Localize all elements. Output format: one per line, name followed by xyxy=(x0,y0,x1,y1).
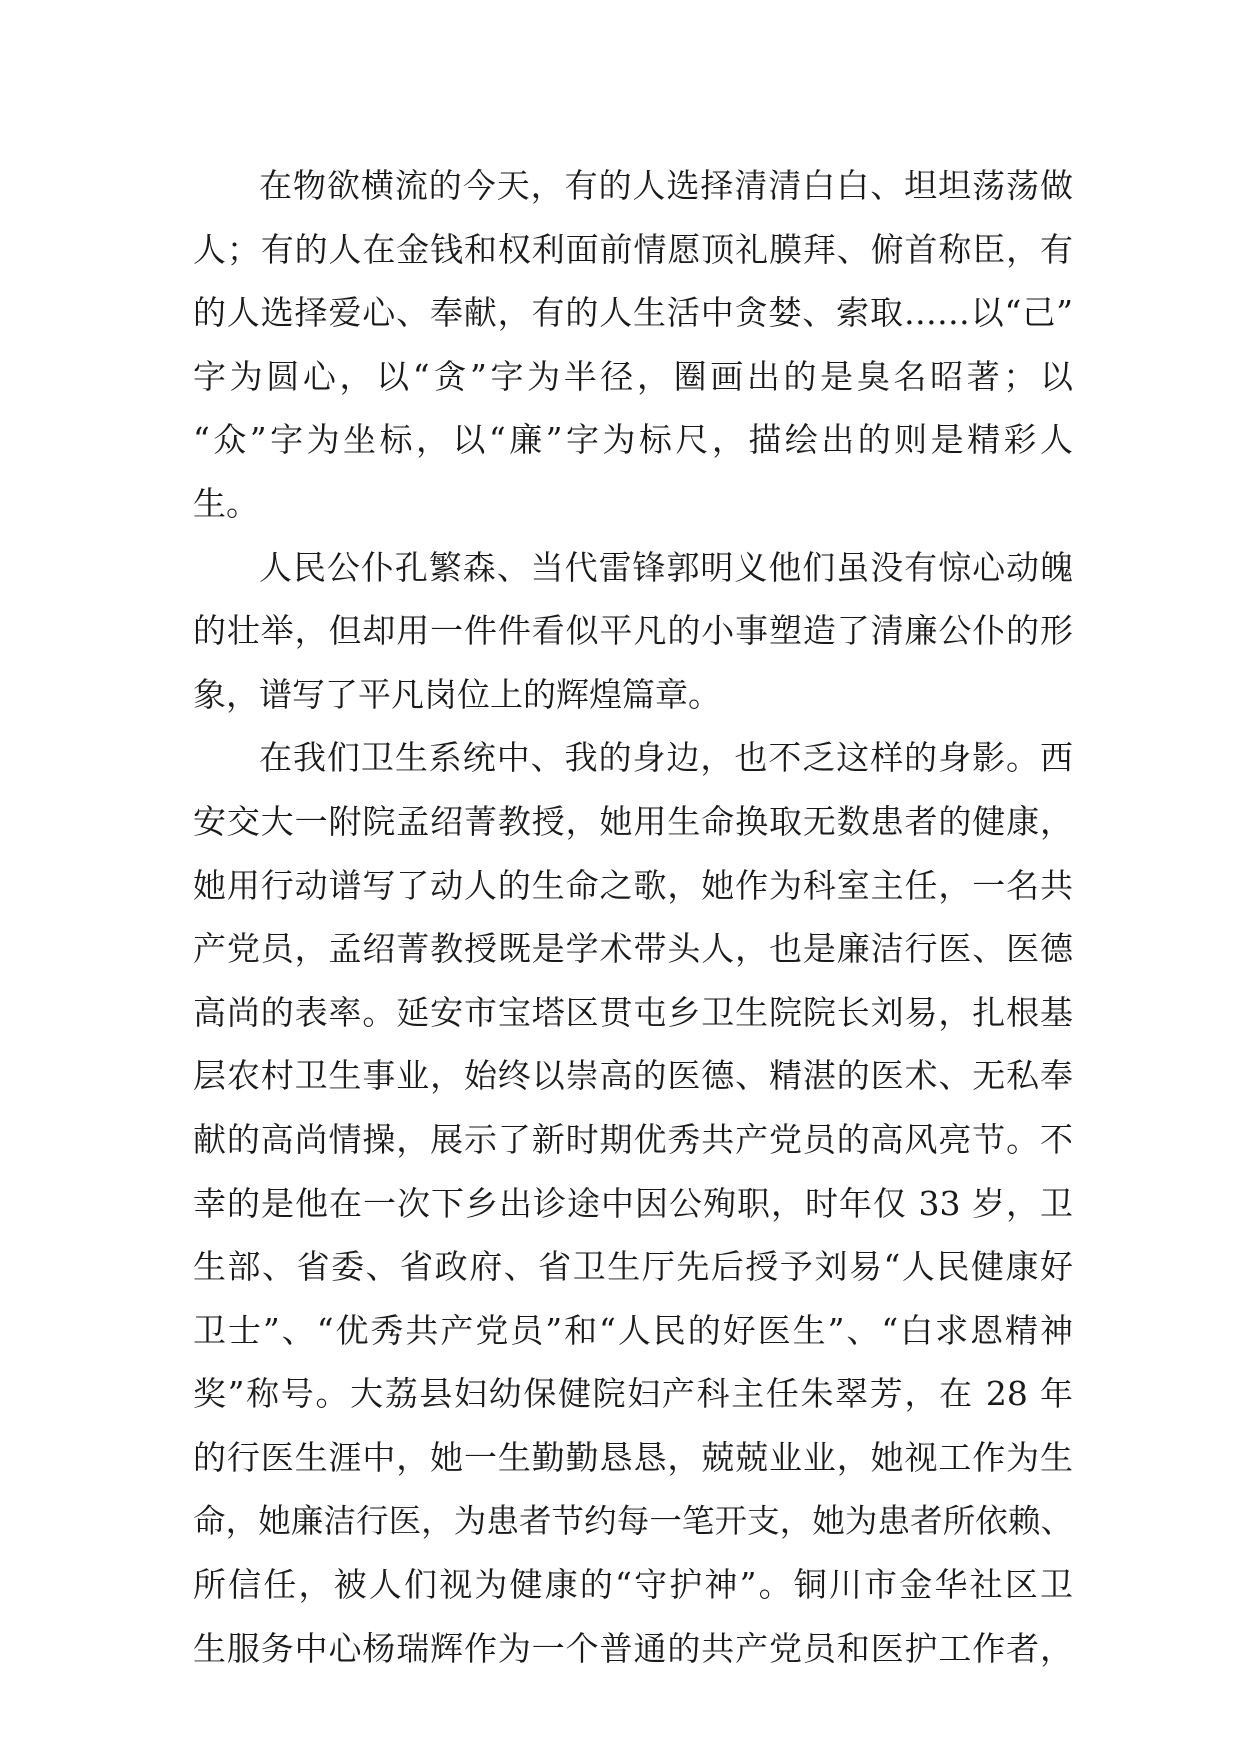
text-line: 安交大一附院孟绍菁教授，她用生命换取无数患者的健康， xyxy=(193,801,1073,841)
paragraph-first-line: 在物欲横流的今天，有的人选择清清白白、坦坦荡荡做 xyxy=(259,166,1073,205)
text-line: 的行医生涯中，她一生勤勤恳恳，兢兢业业，她视工作为生 xyxy=(193,1437,1073,1477)
text-line: 命，她廉洁行医，为患者节约每一笔开支，她为患者所依赖、 xyxy=(193,1502,1073,1541)
text-line: 生。 xyxy=(193,483,259,523)
text-line: 所信任，被人们视为健康的“守护神”。铜川市金华社区卫 xyxy=(193,1565,1073,1605)
paragraph-first-line: 人民公仆孔繁森、当代雷锋郭明义他们虽没有惊心动魄 xyxy=(259,547,1073,587)
text-line: 生服务中心杨瑞辉作为一个普通的共产党员和医护工作者， xyxy=(193,1628,1073,1668)
text-line: 生部、省委、省政府、省卫生厅先后授予刘易“人民健康好 xyxy=(193,1247,1073,1287)
text-line: 字为圆心，以“贪”字为半径，圈画出的是臭名昭著；以 xyxy=(193,356,1073,396)
paragraph-first-line: 在我们卫生系统中、我的身边，也不乏这样的身影。西 xyxy=(259,738,1073,778)
text-line: 产党员，孟绍菁教授既是学术带头人，也是廉洁行医、医德 xyxy=(193,929,1073,969)
text-line: 她用行动谱写了动人的生命之歌，她作为科室主任，一名共 xyxy=(193,865,1073,905)
text-line: 象，谱写了平凡岗位上的辉煌篇章。 xyxy=(193,674,721,714)
text-line: 的壮举，但却用一件件看似平凡的小事塑造了清廉公仆的形 xyxy=(193,611,1073,651)
text-line: 卫士”、“优秀共产党员”和“人民的好医生”、“白求恩精神 xyxy=(193,1310,1073,1350)
text-line: 层农村卫生事业，始终以崇高的医德、精湛的医术、无私奉 xyxy=(193,1056,1073,1096)
text-line: 人；有的人在金钱和权利面前情愿顶礼膜拜、俯首称臣，有 xyxy=(193,229,1073,269)
text-line: 高尚的表率。延安市宝塔区贯屯乡卫生院院长刘易，扎根基 xyxy=(193,992,1073,1032)
text-line: 幸的是他在一次下乡出诊途中因公殉职，时年仅 33 岁，卫 xyxy=(193,1183,1073,1223)
text-line: “众”字为坐标，以“廉”字为标尺，描绘出的则是精彩人 xyxy=(193,420,1073,460)
text-line: 的人选择爱心、奉献，有的人生活中贪婪、索取……以“己” xyxy=(193,293,1073,333)
body-text xyxy=(193,166,1073,1692)
text-line: 奖”称号。大荔县妇幼保健院妇产科主任朱翠芳，在 28 年 xyxy=(193,1374,1073,1414)
text-line: 献的高尚情操，展示了新时期优秀共产党员的高风亮节。不 xyxy=(193,1119,1073,1159)
